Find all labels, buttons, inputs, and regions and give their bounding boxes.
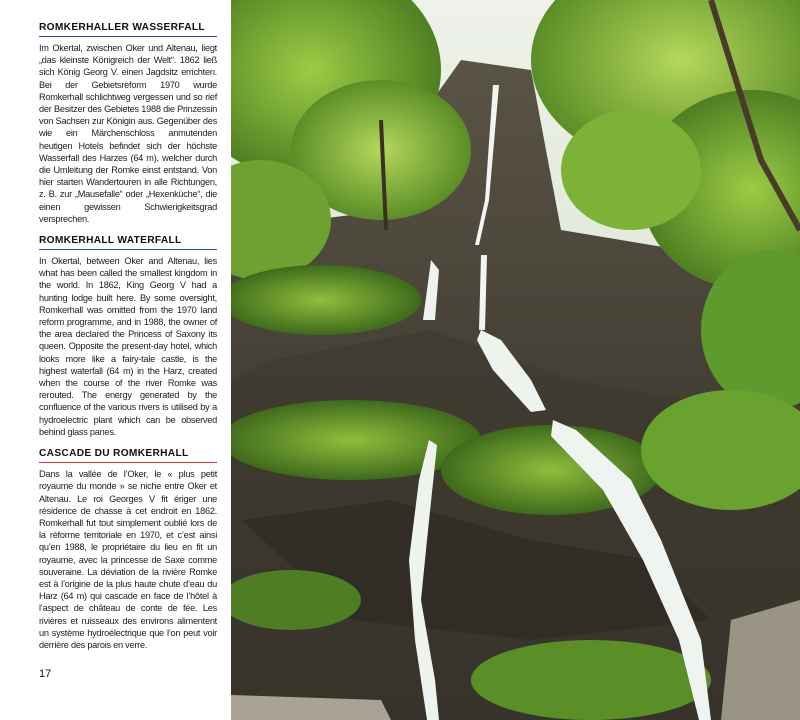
waterfall-illustration [231,0,800,720]
heading-german: ROMKERHALLER WASSERFALL [39,22,217,37]
bush-right-upper [561,110,701,230]
body-german: Im Okertal, zwischen Oker und Altenau, liegt „das kleinste Königreich der Welt“. 1862 ließ sich König Georg V. einen Jagdsitz errichten. Bei der Gebietsreform 1970 wurde Romkerhall schlichtweg vergessen und so rief der Besitzer des Gebietes 1988 die Prinzessin von Sachsen zur Königin aus. Gegenüber des wie ein Märchenschloss anmutenden heutigen Hotels befindet sich der höchste Wasserfall des Harzes (64 m), welcher durch die Umleitung der Romke einst entstand. Von hier starten Wandertouren in alle Richtungen, z. B. zur „Mausefalle“ oder „Hexenküche“, die einen gewissen Schwierigkeitsgrad versprechen. [39,43,217,224]
body-french: Dans la vallée de l’Oker, le « plus petit royaume du monde » se niche entre Oker et Altenau. Le roi Georges V fit ériger une résidence de chasse à cet endroit en 1862. Romkerhall fut tout simplement oublié lors de la réforme territoriale en 1970, et c’est ainsi qu’en 1988, le propriétaire du lieu en fit un royaume, avec la princesse de Saxe comme souveraine. La déviation de la rivière Romke est à l’origine de la plus haute chute d’eau du Harz (64 m) qui cascade en face de l’hôtel à l’aspect de château de conte de fée. Les rivières et ruisseaux des environs alimentent un système hydroélectrique que l’on peut voir derrière des parois en verre. [39,469,217,650]
heading-french: CASCADE DU ROMKERHALL [39,448,217,463]
heading-english: ROMKERHALL WATERFALL [39,235,217,250]
body-english: In Okertal, between Oker and Altenau, lies what has been called the smallest kingdom in the world. In 1862, King Georg V had a hunting lodge built here. By some oversight, Romkerhall was omitted from the 1970 land reform programme, and in 1988, the owner of the area declared the Princess of Saxony its queen. Opposite the present-day hotel, which looks more like a fairy-tale castle, is the highest waterfall (64 m) in the Harz, created when the course of the river Romke was rerouted. The energy generated by the confluence of the various rivers is utilised by a hydroelectric plant which can be observed behind glass panes. [39,256,217,437]
section-english [39,235,217,438]
page-number: 17 [39,668,52,680]
section-french [39,448,217,651]
text-column [0,0,231,720]
moss-ledge-5 [471,640,711,720]
waterfall-photo [231,0,800,720]
section-german [39,22,217,225]
